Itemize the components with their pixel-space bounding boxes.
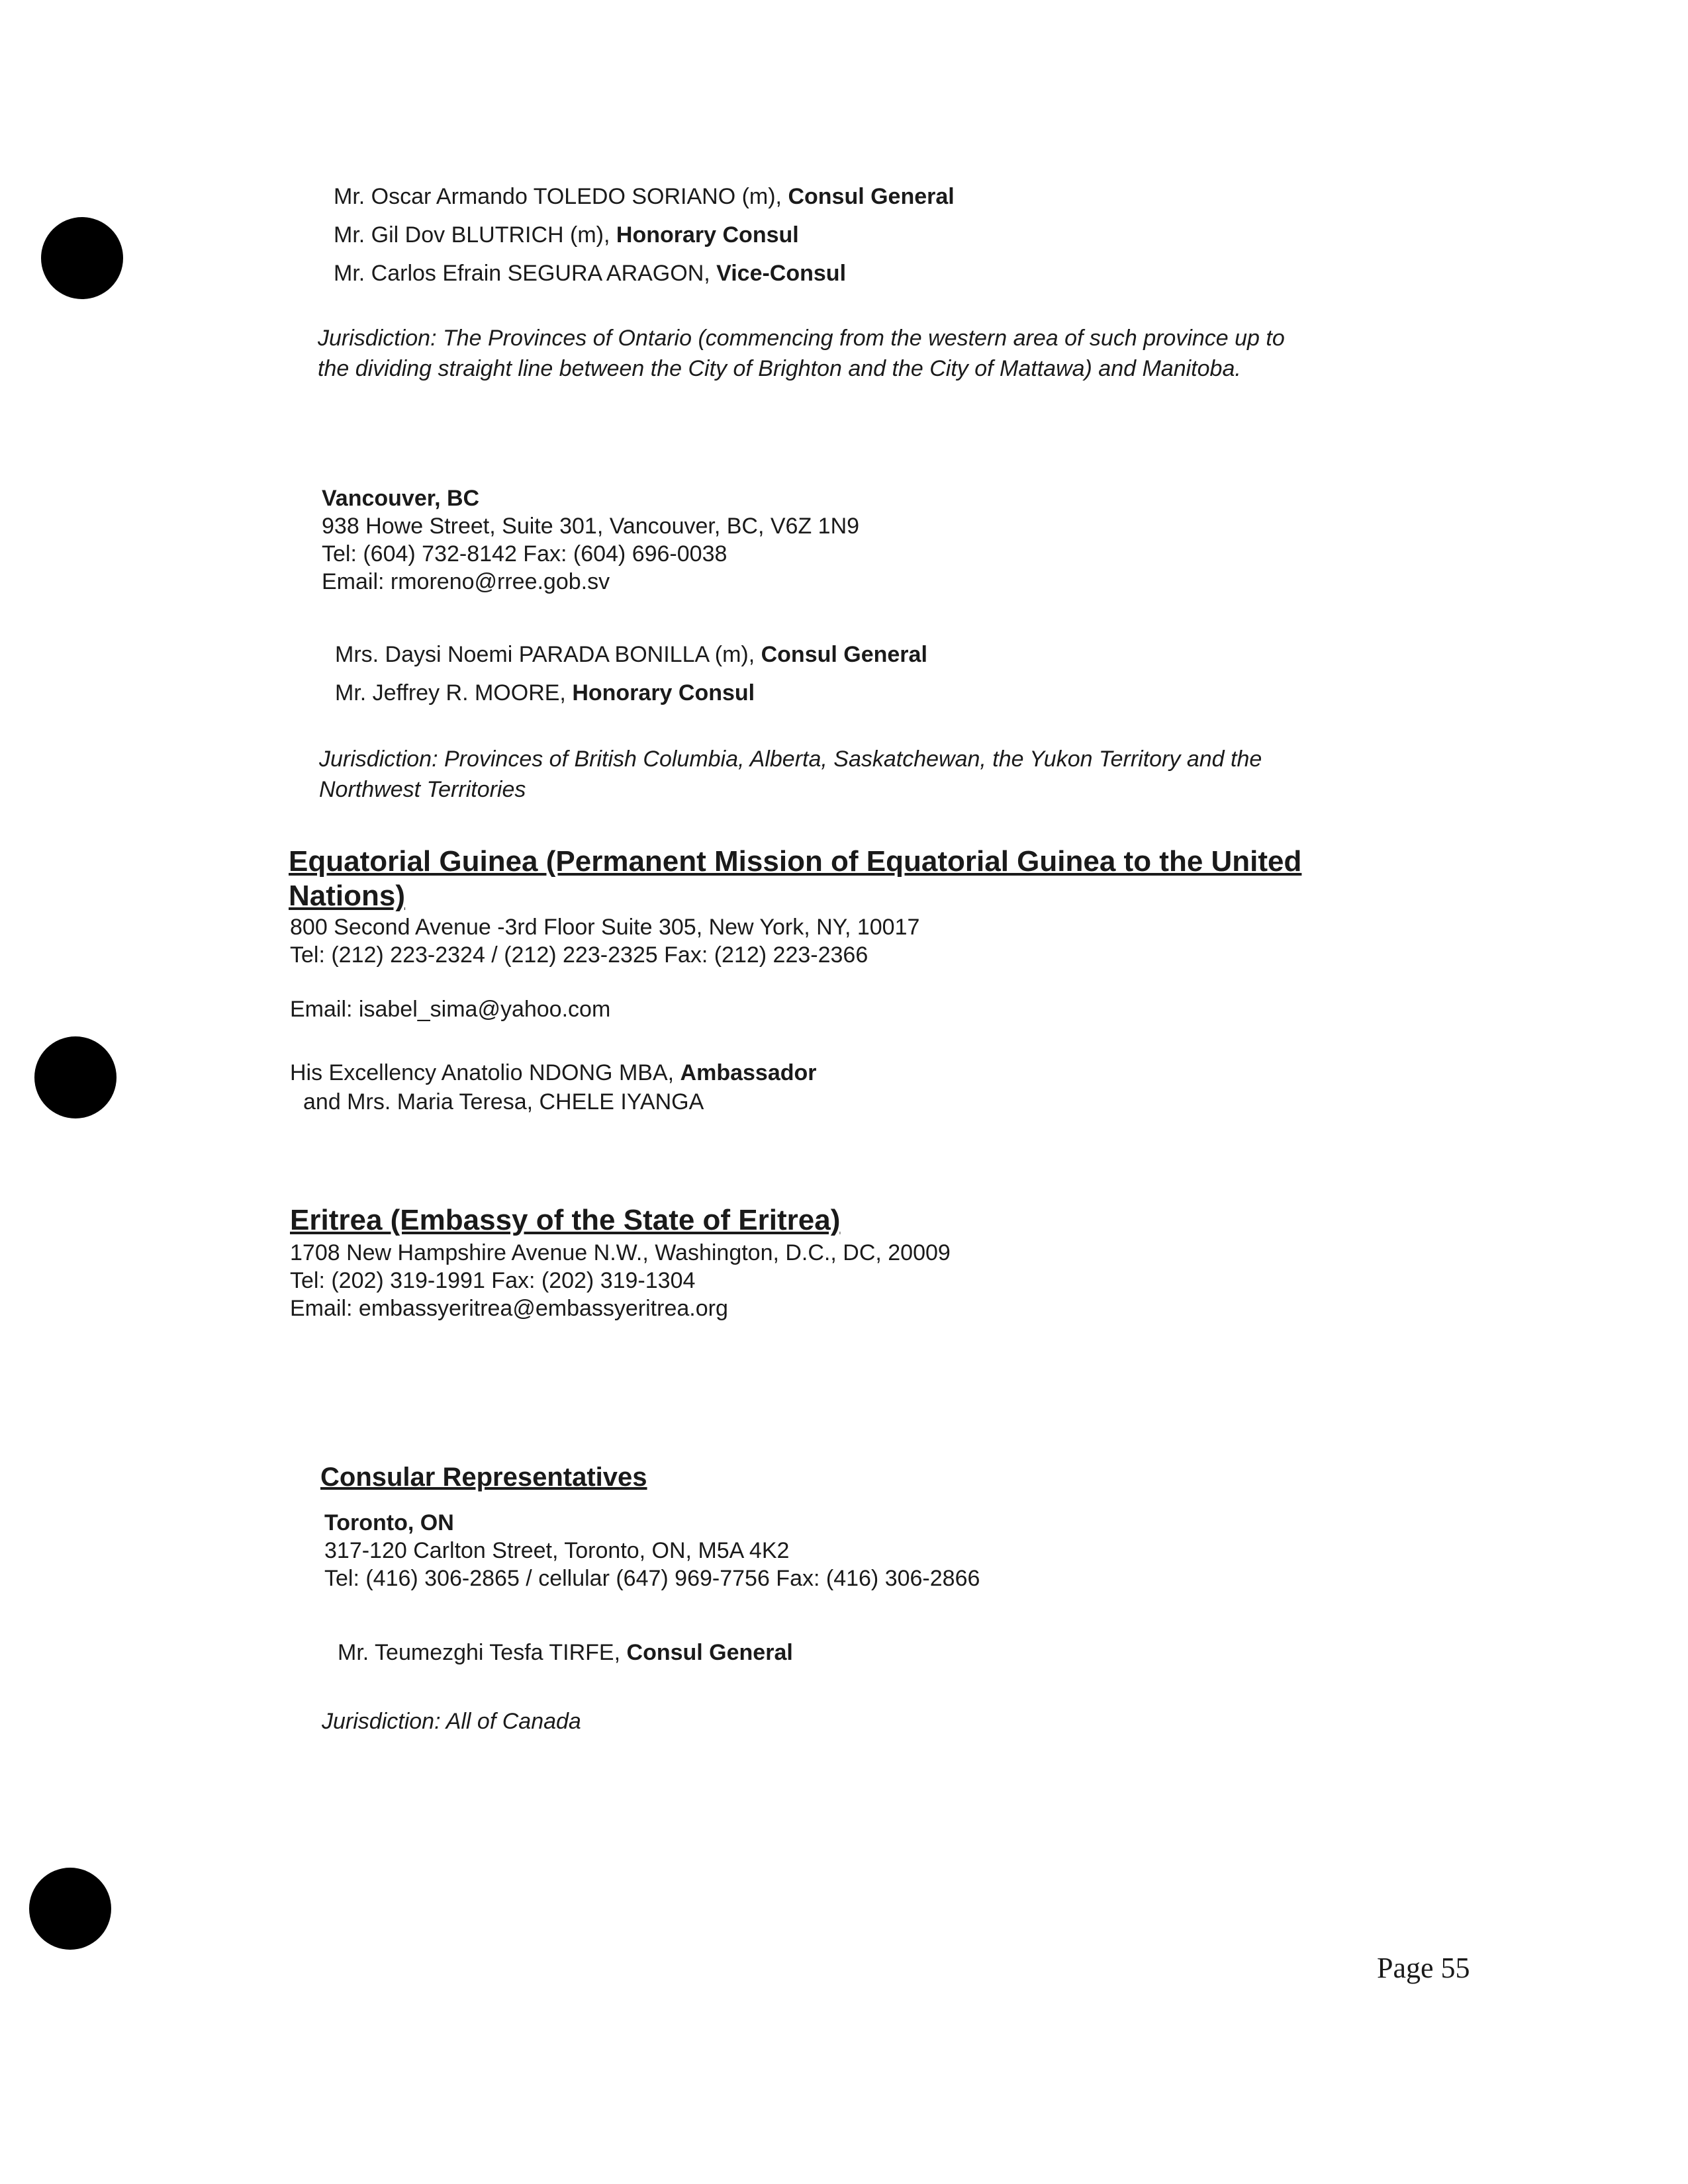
punch-hole-bottom bbox=[29, 1868, 111, 1950]
jurisdiction-text bbox=[319, 744, 1262, 805]
jurisdiction-line: Jurisdiction: Provinces of British Columbia, Alberta, Saskatchewan, the Yukon Territory and the bbox=[319, 747, 1262, 772]
office-tel: Tel: (416) 306-2865 / cellular (647) 969-7756 Fax: (416) 306-2866 bbox=[324, 1566, 980, 1591]
jurisdiction-line: Northwest Territories bbox=[319, 777, 526, 802]
ambassador-line bbox=[290, 1059, 817, 1087]
embassy-email: Email: embassyeritrea@embassyeritrea.org bbox=[290, 1296, 728, 1321]
official-title: Vice-Consul bbox=[716, 261, 847, 286]
official-line bbox=[334, 259, 846, 287]
spouse-line: and Mrs. Maria Teresa, CHELE IYANGA bbox=[303, 1089, 704, 1115]
ambassador-title: Ambassador bbox=[680, 1060, 817, 1085]
official-name: Mr. Carlos Efrain SEGURA ARAGON, bbox=[334, 261, 717, 286]
official-name: Mr. Oscar Armando TOLEDO SORIANO (m), bbox=[334, 184, 788, 209]
consular-heading: Consular Representatives bbox=[320, 1463, 647, 1492]
official-title: Consul General bbox=[626, 1640, 793, 1665]
official-line bbox=[334, 183, 955, 210]
jurisdiction-text: Jurisdiction: All of Canada bbox=[322, 1709, 581, 1734]
mission-tel: Tel: (212) 223-2324 / (212) 223-2325 Fax: (212) 223-2366 bbox=[290, 942, 868, 968]
jurisdiction-line: the dividing straight line between the City of Brighton and the City of Mattawa) and Manitoba. bbox=[318, 356, 1241, 381]
embassy-tel: Tel: (202) 319-1991 Fax: (202) 319-1304 bbox=[290, 1268, 696, 1293]
jurisdiction-line: Jurisdiction: The Provinces of Ontario (commencing from the western area of such province up to bbox=[318, 326, 1285, 351]
jurisdiction-text bbox=[318, 323, 1285, 384]
office-tel: Tel: (604) 732-8142 Fax: (604) 696-0038 bbox=[322, 541, 727, 567]
office-address: 938 Howe Street, Suite 301, Vancouver, BC, V6Z 1N9 bbox=[322, 514, 860, 539]
official-line bbox=[338, 1639, 793, 1666]
official-title: Honorary Consul bbox=[572, 680, 755, 705]
office-address: 317-120 Carlton Street, Toronto, ON, M5A 4K2 bbox=[324, 1538, 790, 1563]
mission-email: Email: isabel_sima@yahoo.com bbox=[290, 997, 611, 1022]
page-number: Page 55 bbox=[1377, 1952, 1470, 1984]
office-city: Vancouver, BC bbox=[322, 486, 480, 511]
office-block bbox=[324, 1509, 980, 1592]
office-city: Toronto, ON bbox=[324, 1510, 454, 1535]
official-title: Honorary Consul bbox=[616, 222, 799, 248]
punch-hole-middle bbox=[34, 1036, 117, 1118]
mission-contact bbox=[290, 913, 919, 969]
punch-hole-top bbox=[41, 217, 123, 299]
mission-address: 800 Second Avenue -3rd Floor Suite 305, New York, NY, 10017 bbox=[290, 915, 920, 940]
official-name: Mr. Gil Dov BLUTRICH (m), bbox=[334, 222, 616, 248]
embassy-contact bbox=[290, 1239, 951, 1322]
official-line bbox=[335, 641, 927, 668]
office-block bbox=[322, 484, 859, 596]
country-heading bbox=[289, 844, 1301, 913]
official-line bbox=[334, 221, 799, 249]
official-title: Consul General bbox=[788, 184, 955, 209]
heading-line: Nations) bbox=[289, 880, 405, 912]
embassy-address: 1708 New Hampshire Avenue N.W., Washington, D.C., DC, 20009 bbox=[290, 1240, 951, 1265]
official-line bbox=[335, 679, 755, 707]
office-email: Email: rmoreno@rree.gob.sv bbox=[322, 569, 610, 594]
country-heading: Eritrea (Embassy of the State of Eritrea) bbox=[290, 1204, 841, 1236]
ambassador-name: His Excellency Anatolio NDONG MBA, bbox=[290, 1060, 680, 1085]
heading-line: Equatorial Guinea (Permanent Mission of Equatorial Guinea to the United bbox=[289, 845, 1302, 878]
official-name: Mr. Jeffrey R. MOORE, bbox=[335, 680, 573, 705]
official-name: Mrs. Daysi Noemi PARADA BONILLA (m), bbox=[335, 642, 761, 667]
official-title: Consul General bbox=[761, 642, 927, 667]
official-name: Mr. Teumezghi Tesfa TIRFE, bbox=[338, 1640, 627, 1665]
